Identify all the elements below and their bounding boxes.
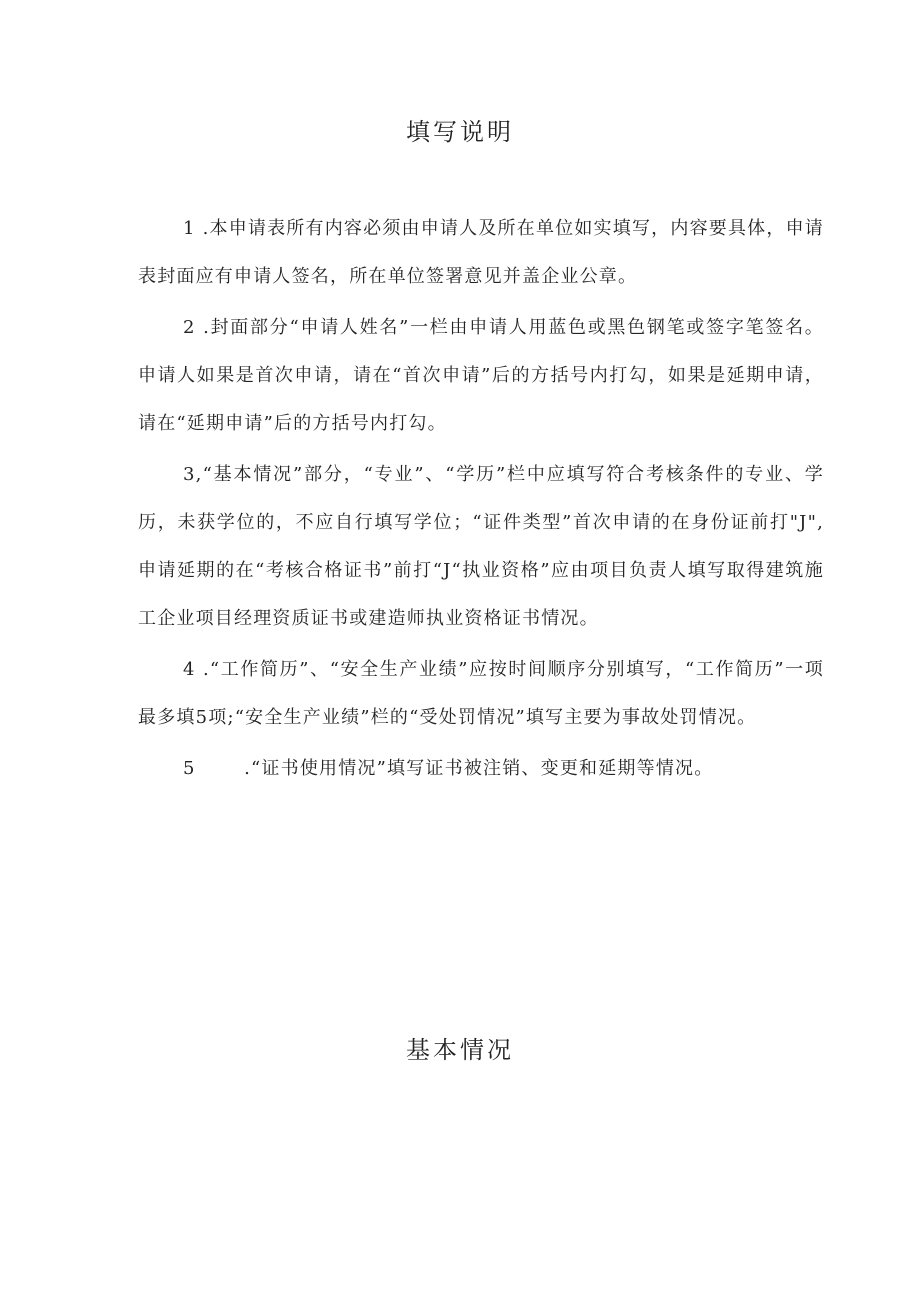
instruction-item-4: 4 .“工作简历”、“安全生产业绩”应按时间顺序分别填写，“工作简历”一项最多填5项;“安全生产业绩”栏的“受处罚情况”填写主要为事故处罚情况。 xyxy=(138,659,824,728)
instruction-item-2: 2 .封面部分“申请人姓名”一栏由申请人用蓝色或黑色钢笔或签字笔签名。申请人如果是首次申请，请在“首次申请”后的方括号内打勾，如果是延期申请，请在“延期申请”后的方括号内打勾。 xyxy=(138,317,824,434)
section-title: 基本情况 xyxy=(406,1036,514,1064)
instruction-item-3: 3,“基本情况”部分，“专业”、“学历”栏中应填写符合考核条件的专业、学历，未获学位的，不应自行填写学位；“证件类型”首次申请的在身份证前打"J",申请延期的在“考核合格证书”前打“J“执业资格”应由项目负责人填写取得建筑施工企业项目经理资质证书或建造师执业资格证书情况。 xyxy=(138,464,824,629)
instructions-list xyxy=(138,205,824,796)
instruction-item-5: 5 .“证书使用情况”填写证书被注销、变更和延期等情况。 xyxy=(183,758,714,779)
instruction-item-1: 1 .本申请表所有内容必须由申请人及所在单位如实填写，内容要具体，申请表封面应有申请人签名，所在单位签署意见并盖企业公章。 xyxy=(138,218,824,287)
page-title: 填写说明 xyxy=(406,118,514,146)
